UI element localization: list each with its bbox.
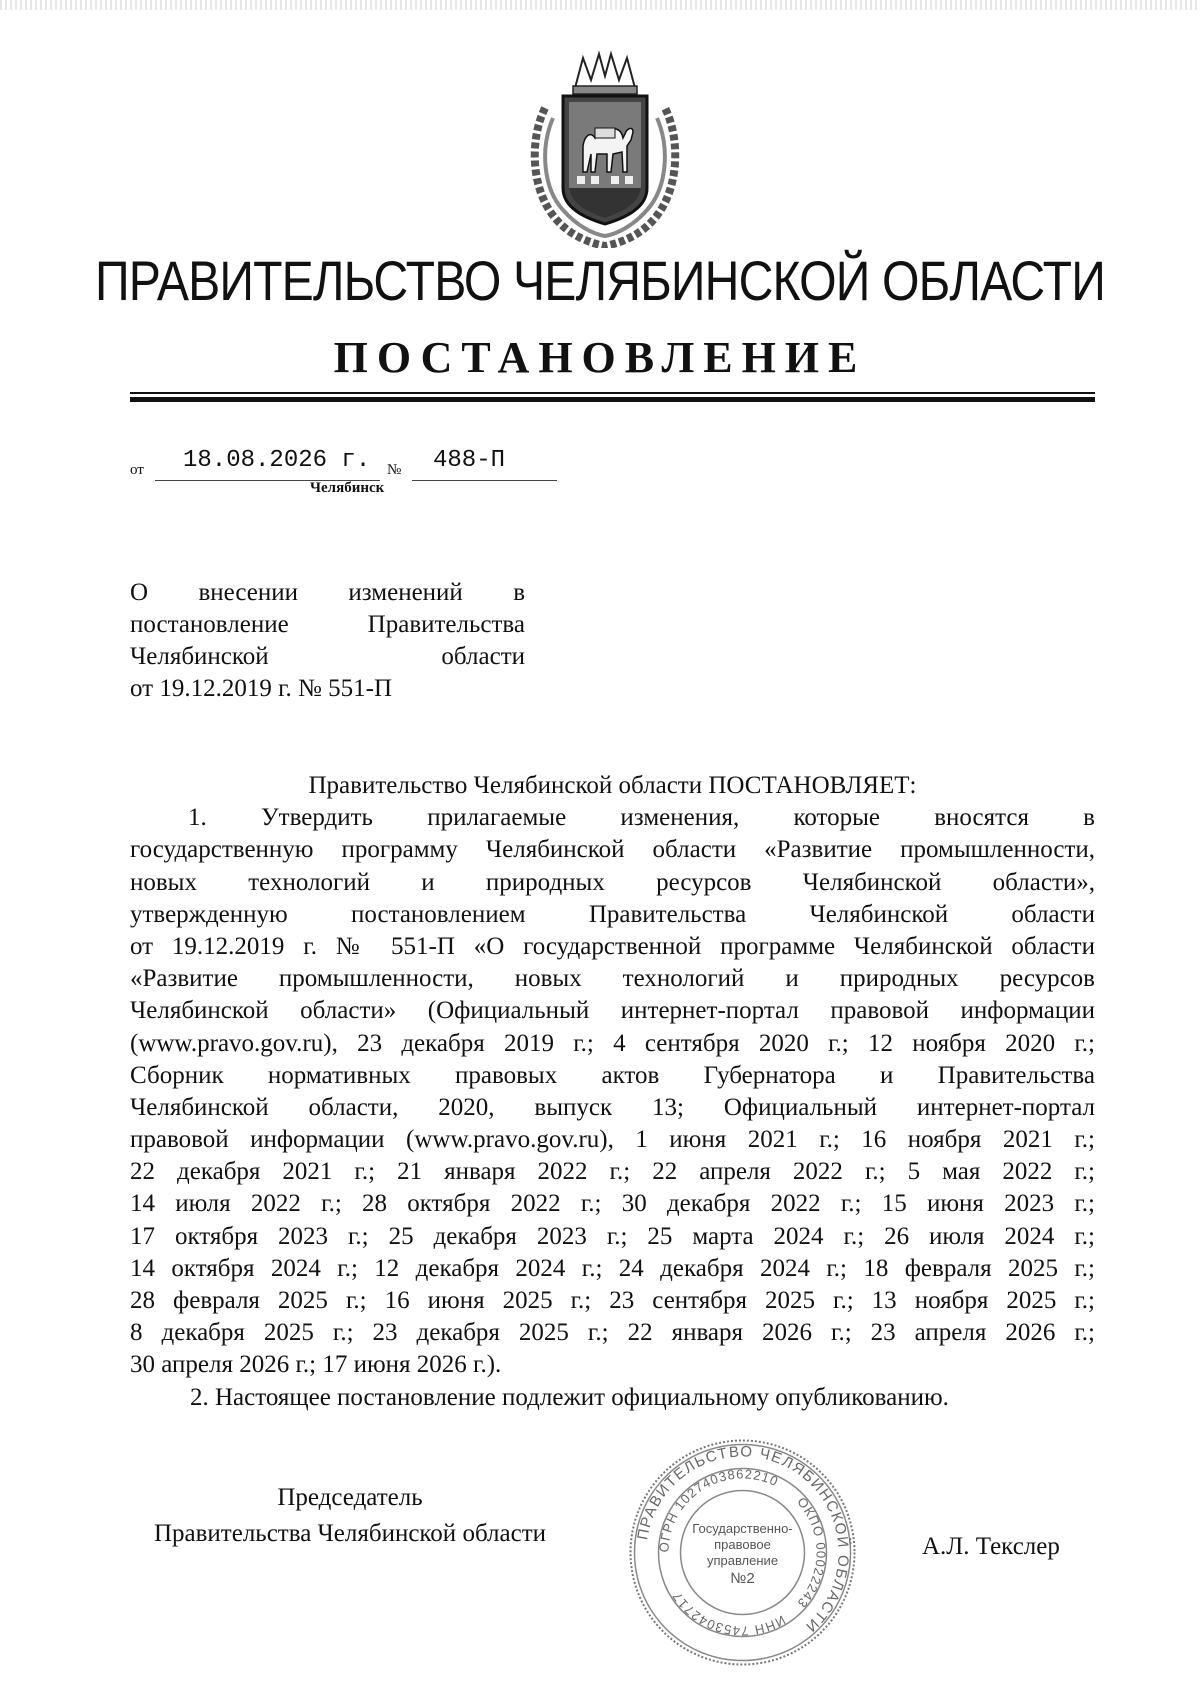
item1-line: Сборник нормативных правовых актов Губернатора и Правительства: [130, 1061, 1095, 1089]
item1-line: правовой информации (www.pravo.gov.ru), 1 июня 2021 г.; 16 ноября 2021 г.;: [130, 1126, 1095, 1154]
signatory-name: А.Л. Текслер: [922, 1533, 1060, 1560]
stamp-outer-text: ПРАВИТЕЛЬСТВО ЧЕЛЯБИНСКОЙ ОБЛАСТИ: [634, 1443, 852, 1636]
stamp-ogrn: ОГРН 1027403862210: [656, 1466, 781, 1553]
item1-line: 28 февраля 2025 г.; 16 июня 2025 г.; 23 сентября 2025 г.; 13 ноября 2025 г.;: [130, 1287, 1095, 1314]
stamp-center-line: управление: [706, 1553, 779, 1568]
stamp-center-line: правовое: [714, 1537, 771, 1552]
item1-line: 14 октября 2024 г.; 12 декабря 2024 г.; 24 декабря 2024 г.; 18 февраля 2025 г.;: [130, 1254, 1095, 1282]
official-stamp-icon: [625, 1435, 860, 1670]
item1-line: утвержденную постановлением Правительства Челябинской области: [130, 900, 1095, 928]
date-value: 18.08.2026 г.: [183, 447, 371, 474]
number-underline: [412, 480, 557, 481]
stamp-inn: ИНН 7453042717: [668, 1588, 788, 1639]
document-subject: [130, 577, 525, 705]
svg-text:ОКПО 00022243: [794, 1494, 829, 1611]
item1-line: государственную программу Челябинской области «Развитие промышленности,: [130, 836, 1095, 864]
chelyabinsk-coat-of-arms-icon: [525, 48, 685, 248]
stamp-okpo: ОКПО 00022243: [794, 1494, 829, 1612]
item1-line: 17 октября 2023 г.; 25 декабря 2023 г.; 25 марта 2024 г.; 26 июля 2024 г.;: [130, 1222, 1095, 1250]
signatory-title-line: Председатель: [277, 1484, 423, 1511]
item1-line: 14 июля 2022 г.; 28 октября 2022 г.; 30 декабря 2022 г.; 15 июня 2023 г.;: [130, 1190, 1095, 1218]
date-prefix: от: [130, 462, 144, 478]
item1-line: «Развитие промышленности, новых технологий и природных ресурсов: [130, 965, 1095, 993]
item1-line: новых технологий и природных ресурсов Челябинской области»,: [130, 868, 1095, 896]
scan-edge: [0, 0, 1200, 10]
subject-line: постановление Правительства: [130, 611, 525, 638]
stamp-center-line: Государственно-: [692, 1521, 793, 1536]
item1-line: Челябинской области» (Официальный интернет-портал правовой информации: [130, 997, 1095, 1025]
subject-line: от 19.12.2019 г. № 551-П: [130, 675, 393, 702]
document-body: [130, 770, 1095, 1414]
number-prefix: №: [387, 462, 402, 478]
item1-line: от 19.12.2019 г. № 551-П «О государственной программе Челябинской области: [130, 932, 1095, 960]
item2: 2. Настоящее постановление подлежит официальному опубликованию.: [190, 1383, 949, 1411]
signatory-title-line: Правительства Челябинской области: [153, 1520, 547, 1547]
item1-line: 22 декабря 2021 г.; 21 января 2022 г.; 22 апреля 2022 г.; 5 мая 2022 г.;: [130, 1158, 1095, 1186]
header-rule-thick: [130, 397, 1095, 402]
item1-line: 30 апреля 2026 г.; 17 июня 2026 г.).: [130, 1351, 502, 1379]
preamble: Правительство Челябинской области ПОСТАНОВЛЯЕТ:: [308, 772, 917, 799]
document-type: ПОСТАНОВЛЕНИЕ: [333, 333, 867, 382]
subject-line: Челябинской области: [130, 643, 525, 670]
signatory-title: [130, 1480, 570, 1552]
subject-line: О внесении изменений в: [130, 579, 525, 606]
item1-line: (www.pravo.gov.ru), 23 декабря 2019 г.; 4 сентября 2020 г.; 12 ноября 2020 г.;: [130, 1029, 1095, 1057]
item1-line: Челябинской области, 2020, выпуск 13; Официальный интернет-портал: [130, 1093, 1095, 1121]
stamp-center-line: №2: [730, 1570, 755, 1587]
city-label: Челябинск: [310, 480, 385, 496]
item1-line: 8 декабря 2025 г.; 23 декабря 2025 г.; 22 января 2026 г.; 23 апреля 2026 г.;: [130, 1319, 1095, 1347]
government-title: ПРАВИТЕЛЬСТВО ЧЕЛЯБИНСКОЙ ОБЛАСТИ: [95, 249, 1105, 312]
number-value: 488-П: [433, 447, 506, 474]
item1-line: 1. Утвердить прилагаемые изменения, которые вносятся в: [188, 804, 1095, 832]
header-rule-thin: [130, 392, 1095, 394]
svg-text:ИНН 7453042717: [669, 1589, 788, 1639]
